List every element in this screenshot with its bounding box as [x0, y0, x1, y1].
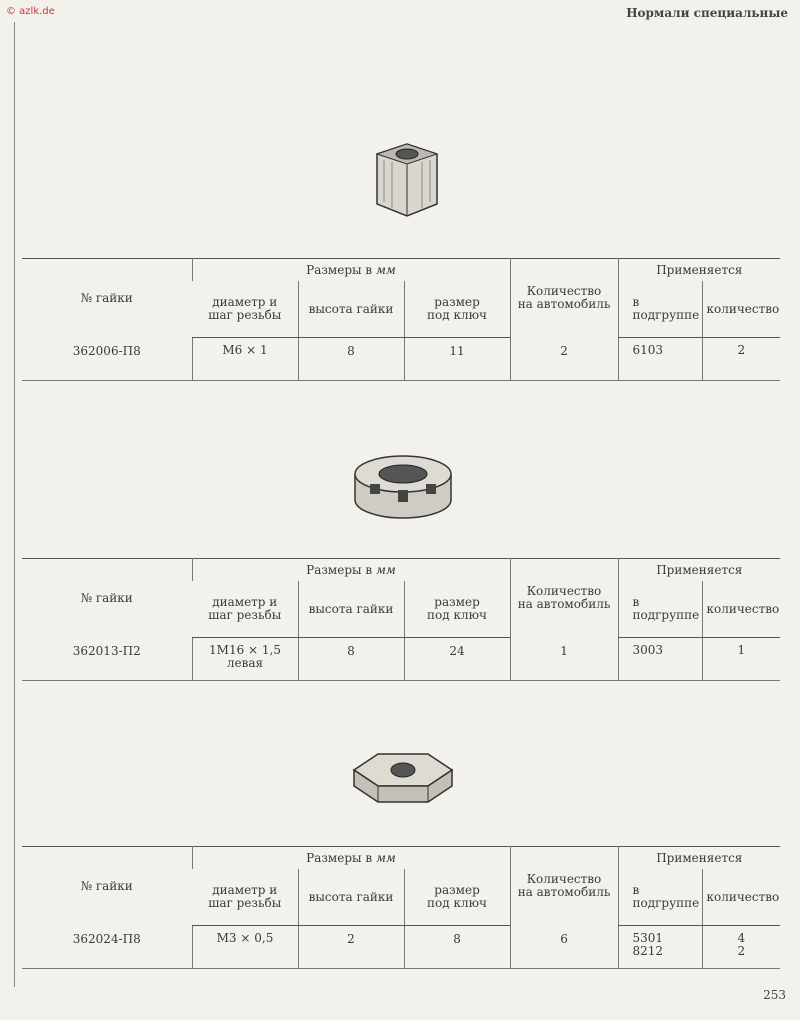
header-applied-group: Применяется [618, 559, 780, 582]
header-applied-group: Применяется [618, 259, 780, 282]
header-count: количество [702, 581, 780, 638]
thin-hex-nut-illustration [348, 740, 458, 810]
nut-spec-table-3 [22, 846, 780, 969]
cell-height: 8 [298, 638, 404, 681]
nut-spec-table-1 [22, 258, 780, 381]
table-row [22, 338, 780, 381]
header-subgroup: в подгруппе [618, 869, 702, 926]
header-subgroup: в подгруппе [618, 281, 702, 338]
cell-quantity: 1 [510, 638, 618, 681]
header-diameter: диаметр и шаг резьбы [192, 869, 298, 926]
hex-nut-illustration [362, 140, 452, 220]
cell-count: 4 2 [702, 926, 780, 969]
table-row [22, 926, 780, 969]
header-diameter: диаметр и шаг резьбы [192, 581, 298, 638]
header-count: количество [702, 281, 780, 338]
cell-wrench: 8 [404, 926, 510, 969]
cell-count: 2 [702, 338, 780, 381]
header-quantity: Количество на автомобиль [510, 559, 618, 638]
cell-count: 1 [702, 638, 780, 681]
header-sizes-group: Размеры в мм [192, 559, 510, 582]
header-wrench: размер под ключ [404, 281, 510, 338]
header-height: высота гайки [298, 581, 404, 638]
header-wrench: размер под ключ [404, 869, 510, 926]
cell-height: 2 [298, 926, 404, 969]
cell-diameter: 1М16 × 1,5 левая [192, 638, 298, 681]
header-nut-no: № гайки [80, 291, 133, 306]
margin-line [14, 22, 15, 987]
cell-diameter: М6 × 1 [192, 338, 298, 381]
nut-spec-table-2 [22, 558, 780, 681]
cell-nut-no: 362006-П8 [22, 338, 192, 381]
header-quantity: Количество на автомобиль [510, 259, 618, 338]
header-nut-no: № гайки [80, 879, 133, 894]
cell-height: 8 [298, 338, 404, 381]
header-applied-group: Применяется [618, 847, 780, 870]
header-sizes-group: Размеры в мм [192, 847, 510, 870]
page-header-title: Нормали специальные [626, 6, 788, 20]
header-height: высота гайки [298, 869, 404, 926]
header-diameter: диаметр и шаг резьбы [192, 281, 298, 338]
cell-quantity: 6 [510, 926, 618, 969]
header-count: количество [702, 869, 780, 926]
cell-subgroup: 6103 [618, 338, 702, 381]
header-subgroup: в подгруппе [618, 581, 702, 638]
table-row [22, 638, 780, 681]
cell-quantity: 2 [510, 338, 618, 381]
cell-diameter: М3 × 0,5 [192, 926, 298, 969]
cell-wrench: 11 [404, 338, 510, 381]
cell-nut-no: 362013-П2 [22, 638, 192, 681]
cell-wrench: 24 [404, 638, 510, 681]
slotted-round-nut-illustration [348, 448, 458, 528]
cell-subgroup: 5301 8212 [618, 926, 702, 969]
header-nut-no: № гайки [80, 591, 133, 606]
cell-subgroup: 3003 [618, 638, 702, 681]
header-sizes-group: Размеры в мм [192, 259, 510, 282]
page-number: 253 [763, 988, 786, 1002]
header-height: высота гайки [298, 281, 404, 338]
watermark: © azlk.de [6, 6, 55, 17]
cell-nut-no: 362024-П8 [22, 926, 192, 969]
header-wrench: размер под ключ [404, 581, 510, 638]
header-quantity: Количество на автомобиль [510, 847, 618, 926]
